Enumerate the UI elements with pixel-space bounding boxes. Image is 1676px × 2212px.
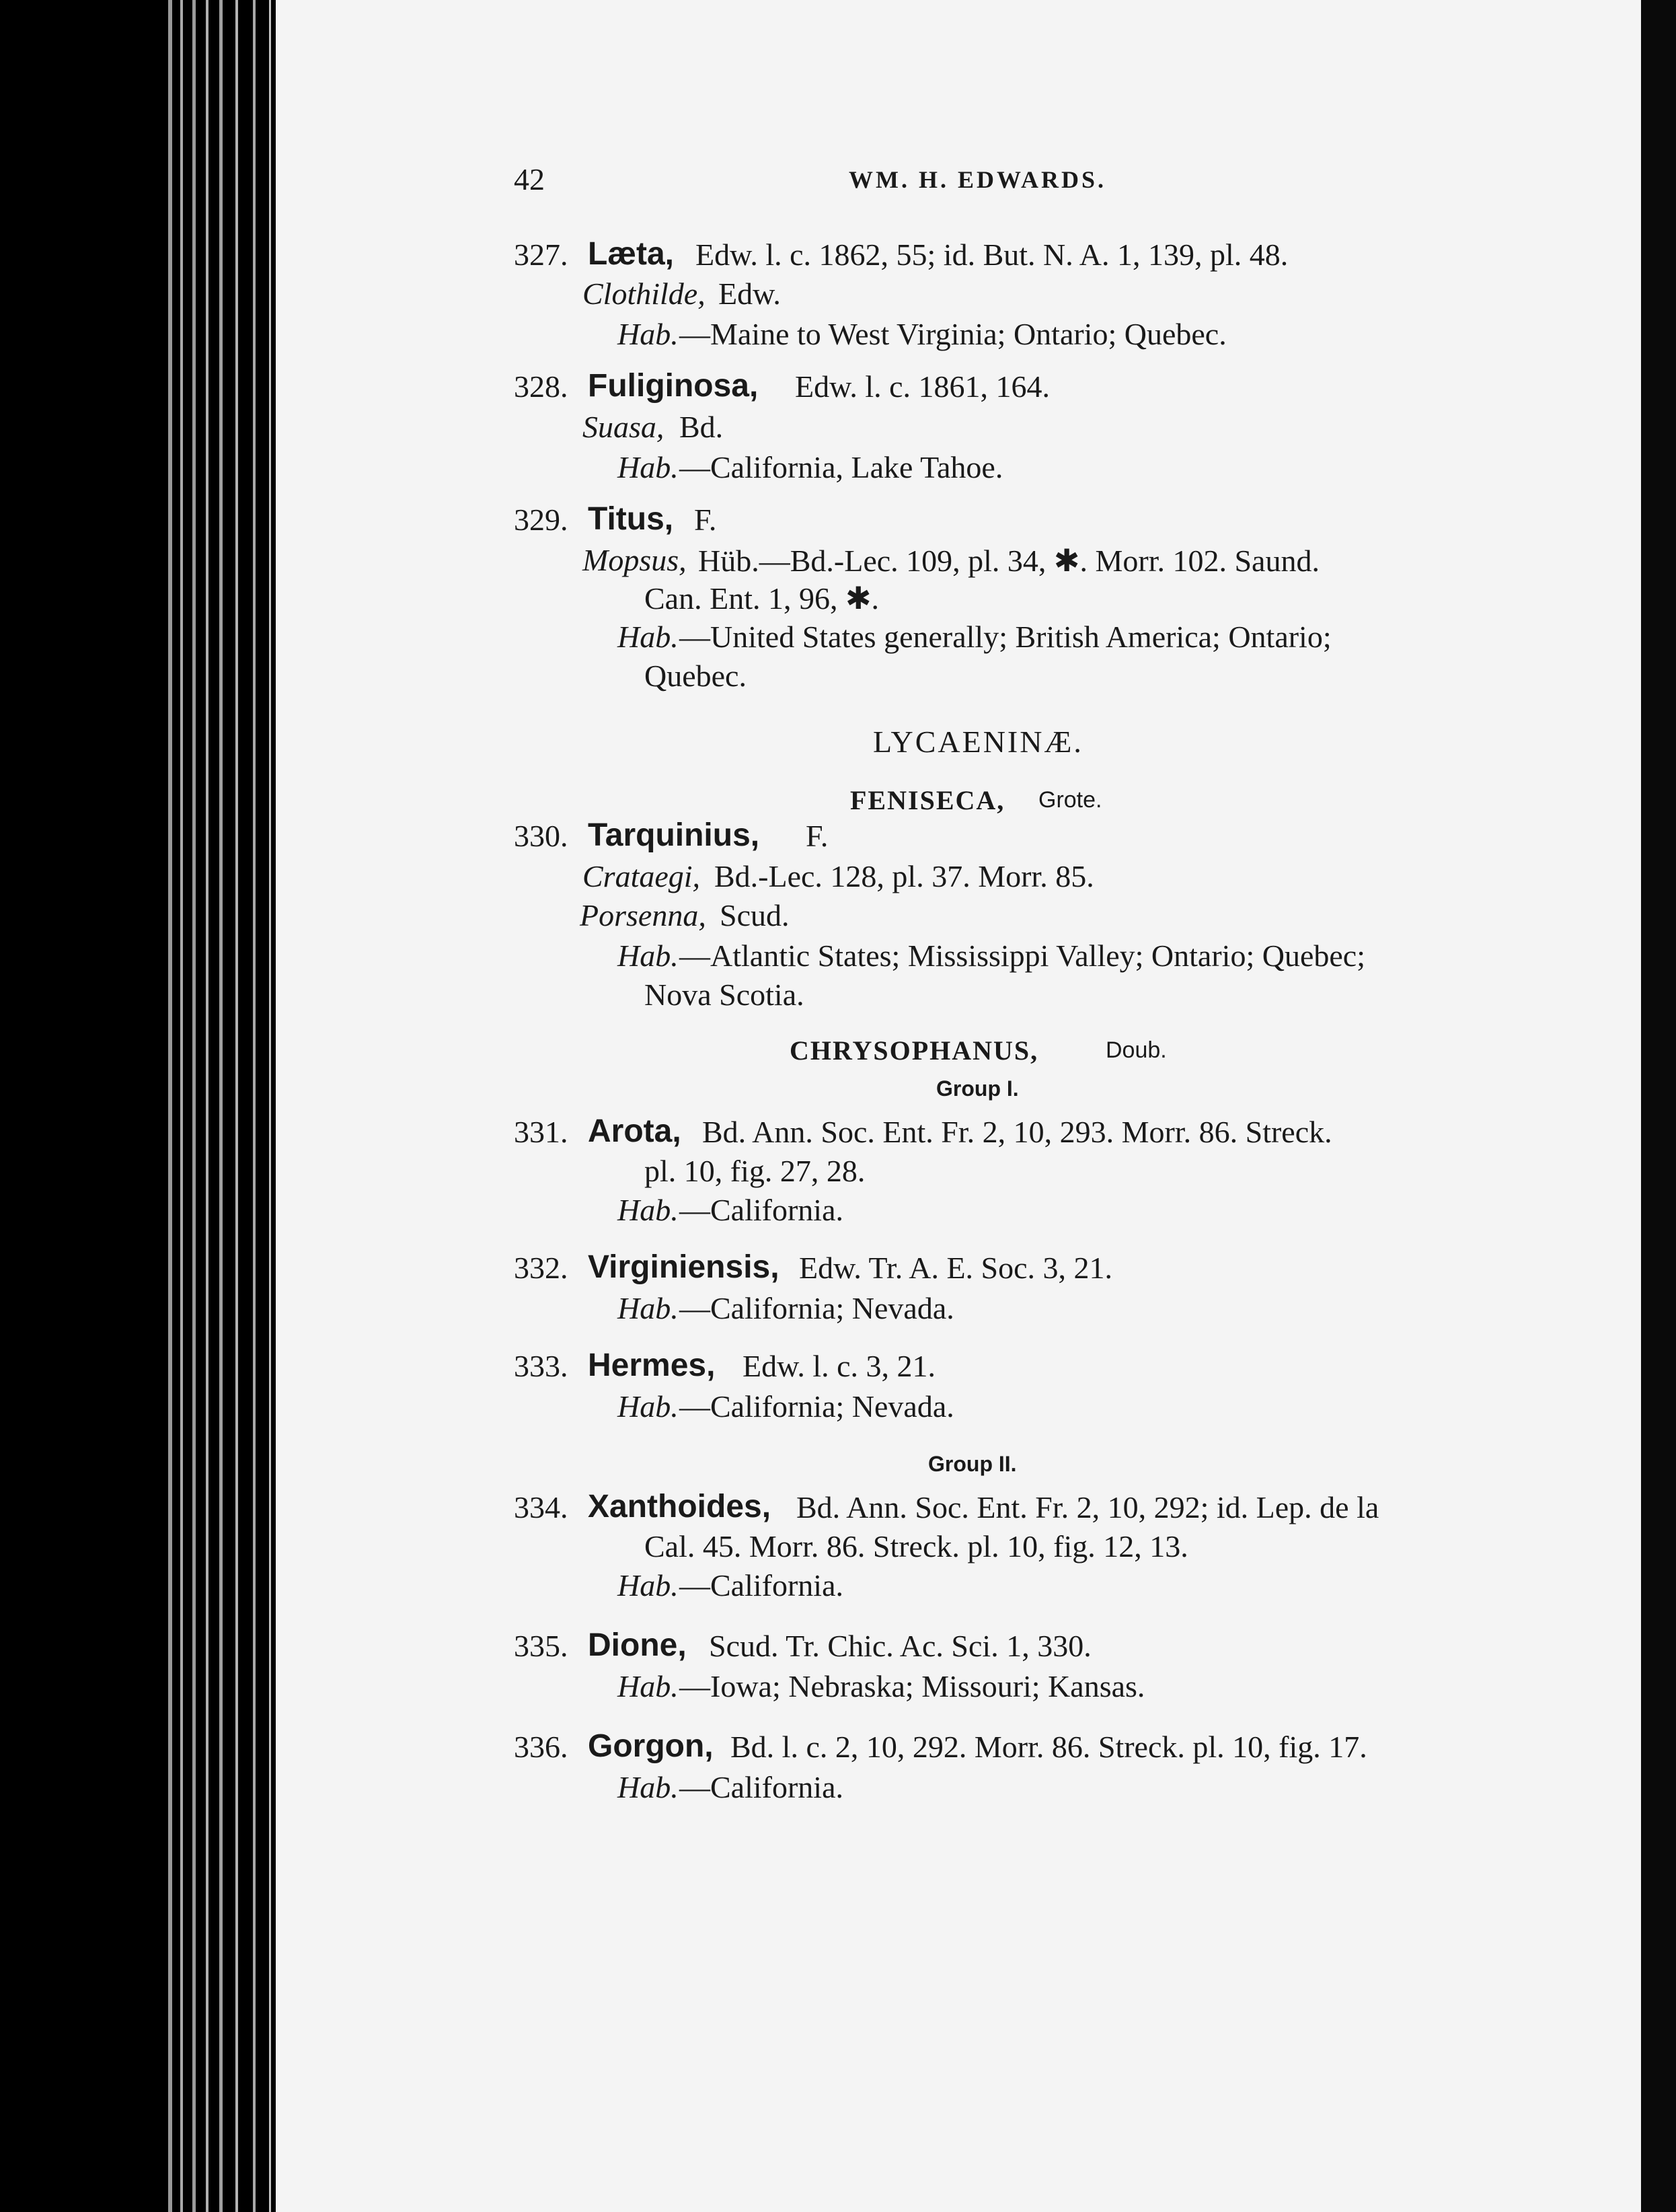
genus-heading: CHRYSOPHANUS, — [790, 1035, 1039, 1066]
species-name: Titus, — [588, 501, 674, 537]
habitat-label: Hab. — [617, 938, 679, 973]
reference: Bd. l. c. 2, 10, 292. Morr. 86. Streck. pl. 10, fig. 17. — [730, 1730, 1367, 1764]
page-edge-line — [192, 0, 196, 2212]
synonym-name: Porsenna, — [580, 898, 706, 932]
habitat-label: Hab. — [617, 1669, 679, 1703]
entry-number: 331. — [514, 1115, 568, 1149]
page-edge-line — [180, 0, 183, 2212]
synonym-author: Scud. — [720, 898, 790, 932]
synonym-reference: Hüb.—Bd.-Lec. 109, pl. 34, ✱. Morr. 102. Saund. — [698, 544, 1320, 578]
habitat-label: Hab. — [617, 450, 679, 484]
page-edge-line — [168, 0, 172, 2212]
species-name: Fuliginosa, — [588, 368, 759, 404]
entry-number: 329. — [514, 503, 568, 537]
habitat: —California. — [679, 1770, 843, 1804]
synonym-author: Bd. — [679, 410, 724, 444]
synonym-author: Edw. — [718, 276, 781, 311]
habitat: —California. — [679, 1193, 843, 1227]
subfamily-heading: LYCAENINÆ. — [873, 725, 1083, 759]
synonym-name: Crataegi, — [582, 859, 701, 893]
reference: Bd. Ann. Soc. Ent. Fr. 2, 10, 293. Morr. 86. Streck. — [702, 1115, 1332, 1149]
synonym-name: Clothilde, — [582, 276, 706, 311]
synonym-reference: Can. Ent. 1, 96, ✱. — [644, 581, 880, 616]
genus-heading: FENISECA, — [850, 785, 1005, 815]
entry-number: 333. — [514, 1349, 568, 1383]
reference: Edw. l. c. 3, 21. — [742, 1349, 936, 1383]
synonym-name: Suasa, — [582, 410, 664, 444]
reference: Edw. l. c. 1861, 164. — [795, 369, 1051, 404]
entry-number: 335. — [514, 1629, 568, 1663]
reference: F. — [806, 819, 829, 853]
entry-number: 336. — [514, 1730, 568, 1764]
page-edge-line — [269, 0, 271, 2212]
reference: Bd. Ann. Soc. Ent. Fr. 2, 10, 292; id. Lep. de la — [796, 1490, 1379, 1524]
page-edge-line — [206, 0, 208, 2212]
species-name: Læta, — [588, 236, 675, 272]
entry-number: 334. — [514, 1490, 568, 1524]
habitat: —California. — [679, 1568, 843, 1602]
entry-number: 328. — [514, 369, 568, 404]
species-name: Hermes, — [588, 1348, 716, 1383]
reference: Cal. 45. Morr. 86. Streck. pl. 10, fig. 12, 13. — [644, 1529, 1188, 1563]
synonym-name: Mopsus, — [582, 543, 687, 577]
genus-author: Grote. — [1038, 787, 1102, 813]
reference: Edw. Tr. A. E. Soc. 3, 21. — [799, 1251, 1113, 1285]
habitat: —United States generally; British America; Ontario; — [679, 620, 1332, 654]
reference: pl. 10, fig. 27, 28. — [644, 1154, 866, 1188]
species-name: Dione, — [588, 1627, 687, 1663]
habitat: —California, Lake Tahoe. — [679, 450, 1003, 484]
species-name: Tarquinius, — [588, 817, 760, 853]
entry-number: 330. — [514, 819, 568, 853]
species-name: Arota, — [588, 1113, 681, 1149]
habitat: —California; Nevada. — [679, 1389, 954, 1424]
entry-number: 327. — [514, 237, 568, 272]
habitat-label: Hab. — [617, 620, 679, 654]
page-edge-line — [253, 0, 256, 2212]
habitat: Nova Scotia. — [644, 978, 804, 1012]
reference: F. — [694, 503, 717, 537]
habitat-label: Hab. — [617, 1568, 679, 1602]
group-heading: Group II. — [928, 1452, 1017, 1476]
scan-border — [1641, 0, 1676, 2212]
group-heading: Group I. — [936, 1076, 1019, 1101]
reference: Scud. Tr. Chic. Ac. Sci. 1, 330. — [709, 1629, 1092, 1663]
habitat-label: Hab. — [617, 1291, 679, 1325]
page-edge-line — [235, 0, 238, 2212]
page-edge-line — [219, 0, 223, 2212]
reference: Edw. l. c. 1862, 55; id. But. N. A. 1, 139, pl. 48. — [695, 237, 1289, 272]
synonym-reference: Bd.-Lec. 128, pl. 37. Morr. 85. — [714, 859, 1094, 893]
habitat: Quebec. — [644, 659, 747, 693]
page-number: 42 — [514, 162, 545, 196]
habitat: —Iowa; Nebraska; Missouri; Kansas. — [679, 1669, 1145, 1703]
entry-number: 332. — [514, 1251, 568, 1285]
running-head: WM. H. EDWARDS. — [849, 166, 1107, 193]
habitat-label: Hab. — [617, 1770, 679, 1804]
genus-author: Doub. — [1106, 1037, 1167, 1063]
habitat-label: Hab. — [617, 1389, 679, 1424]
habitat-label: Hab. — [617, 1193, 679, 1227]
habitat: —Maine to West Virginia; Ontario; Quebec. — [679, 317, 1227, 351]
species-name: Gorgon, — [588, 1728, 714, 1764]
species-name: Virginiensis, — [588, 1249, 779, 1285]
species-name: Xanthoides, — [588, 1489, 771, 1524]
habitat: —Atlantic States; Mississippi Valley; Ontario; Quebec; — [679, 938, 1365, 973]
habitat-label: Hab. — [617, 317, 679, 351]
habitat: —California; Nevada. — [679, 1291, 954, 1325]
